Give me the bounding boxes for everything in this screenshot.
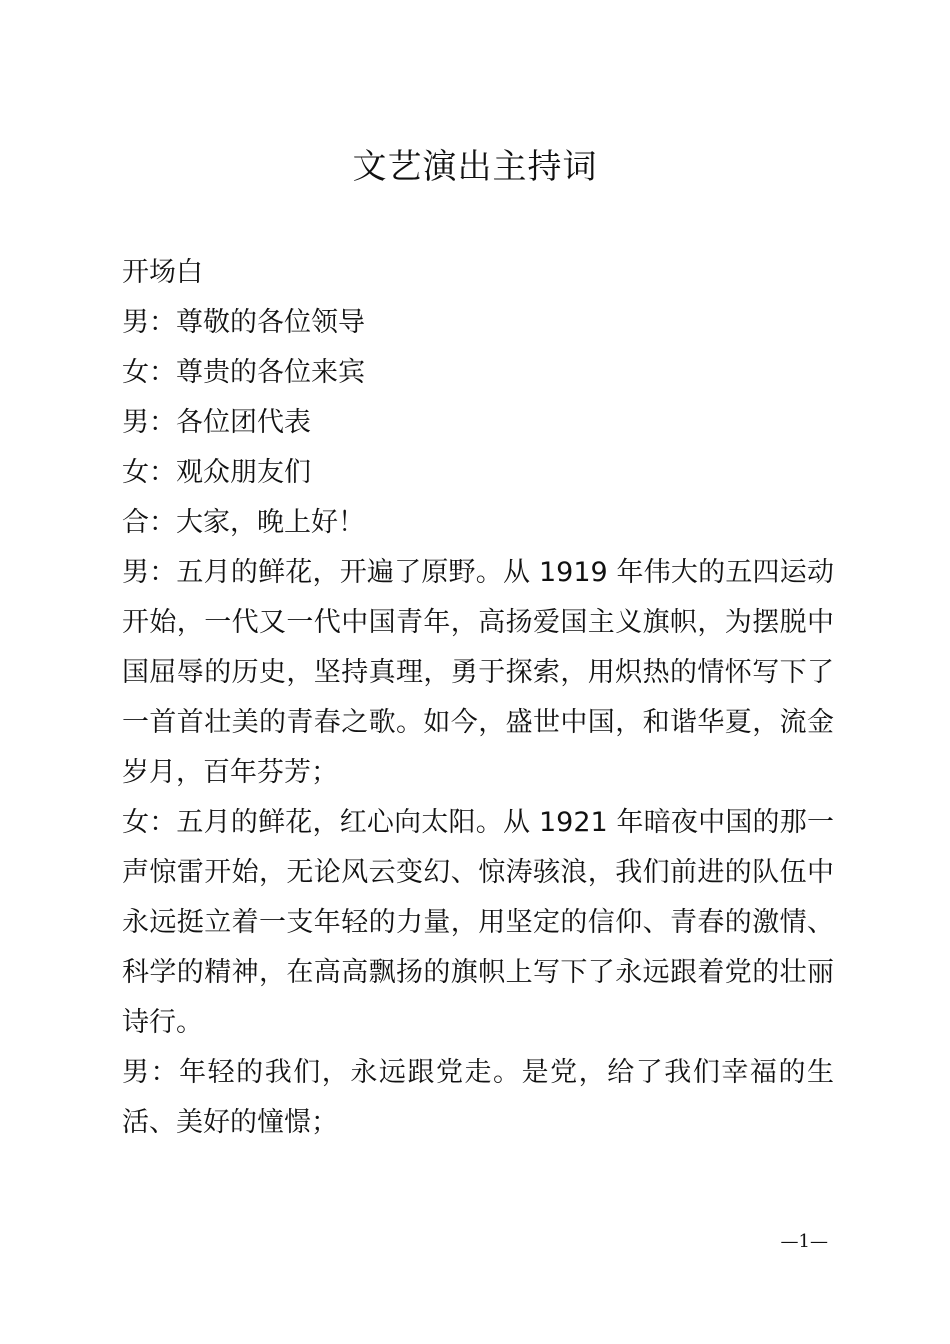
paragraph-line: 合：大家，晚上好！ bbox=[122, 507, 365, 538]
page-number: —1— bbox=[780, 1231, 828, 1252]
document-title: 文艺演出主持词 bbox=[352, 147, 598, 187]
document-body bbox=[122, 248, 834, 1148]
paragraph-line: 男：尊敬的各位领导 bbox=[122, 307, 365, 338]
paragraph-line: 女：尊贵的各位来宾 bbox=[122, 357, 365, 388]
paragraph-opening: 开场白 bbox=[122, 257, 203, 288]
paragraph-male-speech: 男：年轻的我们，永远跟党走。是党，给了我们幸福的生活、美好的憧憬； bbox=[122, 1057, 834, 1138]
paragraph-line: 男：各位团代表 bbox=[122, 407, 311, 438]
paragraph-male-speech: 男：五月的鲜花，开遍了原野。从 1919 年伟大的五四运动开始，一代又一代中国青年，高扬爱国主义旗帜，为摆脱中国屈辱的历史，坚持真理，勇于探索，用炽热的情怀写下了一首首壮美的青春之歌。如今，盛世中国，和谐华夏，流金岁月，百年芬芳； bbox=[122, 557, 834, 788]
paragraph-female-speech: 女：五月的鲜花，红心向太阳。从 1921 年暗夜中国的那一声惊雷开始，无论风云变幻、惊涛骇浪，我们前进的队伍中永远挺立着一支年轻的力量，用坚定的信仰、青春的激情、科学的精神，在高高飘扬的旗帜上写下了永远跟着党的壮丽诗行。 bbox=[122, 807, 834, 1038]
paragraph-line: 女：观众朋友们 bbox=[122, 457, 311, 488]
